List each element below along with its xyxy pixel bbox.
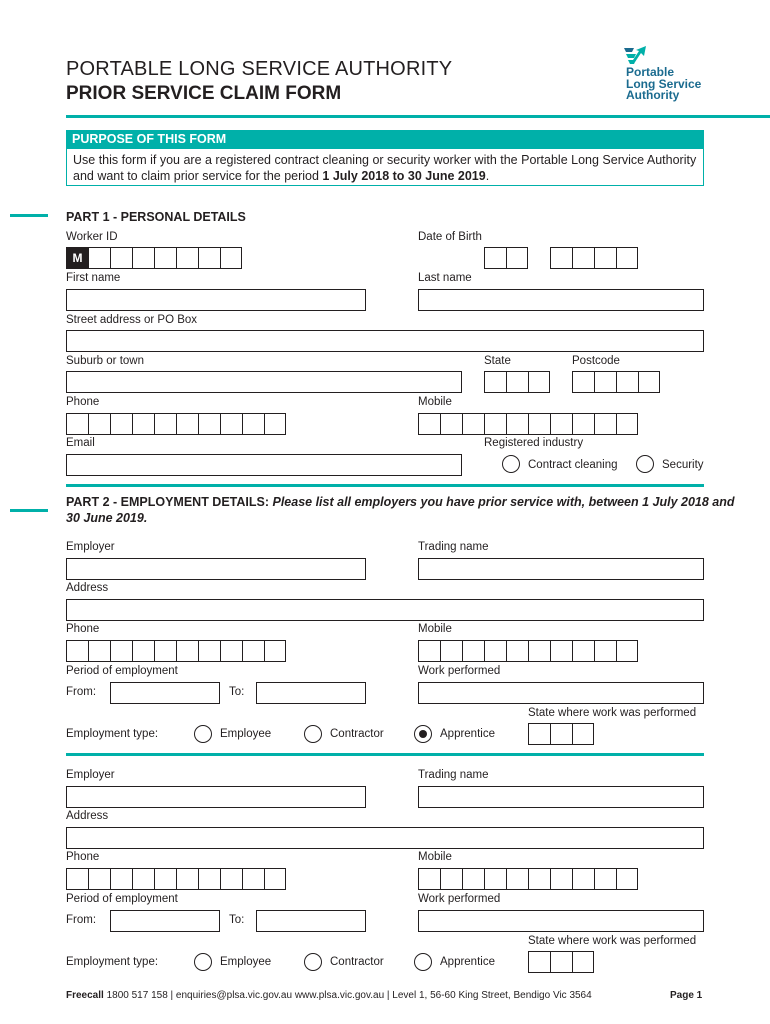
state-cell[interactable] [572, 723, 594, 745]
to-label: To: [229, 914, 245, 926]
phone-cell[interactable] [66, 868, 88, 890]
contract-cleaning-label: Contract cleaning [528, 459, 618, 471]
phone-cell[interactable] [88, 413, 110, 435]
mobile-cell[interactable] [572, 640, 594, 662]
mobile-cell[interactable] [528, 868, 550, 890]
mobile-field[interactable] [418, 413, 638, 435]
mobile-cell[interactable] [484, 413, 506, 435]
purpose-heading: PURPOSE OF THIS FORM [66, 130, 704, 148]
worker-id-cell[interactable] [110, 247, 132, 269]
part1-divider [66, 484, 704, 487]
mobile-cell[interactable] [594, 640, 616, 662]
contract-cleaning-radio[interactable] [502, 455, 520, 473]
email-input[interactable] [66, 454, 462, 476]
apprentice-radio[interactable] [414, 953, 432, 971]
employee-label: Employee [220, 728, 272, 740]
trading-name-label: Trading name [418, 769, 489, 781]
state-cell[interactable] [506, 371, 528, 393]
part1-heading: PART 1 - PERSONAL DETAILS [66, 210, 246, 224]
mobile-cell[interactable] [440, 640, 462, 662]
part2-marker [10, 509, 48, 512]
purpose-period: 1 July 2018 to 30 June 2019 [322, 169, 486, 183]
phone-cell[interactable] [110, 413, 132, 435]
to-label: To: [229, 686, 245, 698]
work-performed-label: Work performed [418, 893, 501, 905]
mobile-cell[interactable] [484, 640, 506, 662]
street-label: Street address or PO Box [66, 314, 198, 326]
email-label: Email [66, 437, 95, 449]
part1-marker [10, 214, 48, 217]
last-name-label: Last name [418, 272, 472, 284]
state-work-label: State where work was performed [528, 935, 697, 947]
mobile-cell[interactable] [616, 640, 638, 662]
logo-line-3: Authority [626, 88, 680, 102]
phone-cell[interactable] [220, 640, 242, 662]
postcode-cell[interactable] [638, 371, 660, 393]
mobile-cell[interactable] [528, 640, 550, 662]
address-label: Address [66, 810, 109, 822]
postcode-cell[interactable] [572, 371, 594, 393]
phone-cell[interactable] [154, 640, 176, 662]
to-date-input[interactable] [256, 682, 366, 704]
dob-cell[interactable] [550, 247, 572, 269]
phone-cell[interactable] [264, 413, 286, 435]
dob-day-field[interactable] [484, 247, 528, 269]
form-title: PRIOR SERVICE CLAIM FORM [66, 83, 342, 104]
apprentice-radio[interactable] [414, 725, 432, 743]
mobile-cell[interactable] [462, 640, 484, 662]
mobile-cell[interactable] [418, 640, 440, 662]
footer-freecall-label: Freecall [66, 990, 104, 1001]
mobile-cell[interactable] [550, 868, 572, 890]
state-label: State [484, 355, 511, 367]
mobile-cell[interactable] [418, 868, 440, 890]
logo-line-2: Long Service [626, 76, 702, 91]
trading-name-label: Trading name [418, 541, 489, 553]
phone-cell[interactable] [132, 640, 154, 662]
mobile-cell[interactable] [484, 868, 506, 890]
from-date-input[interactable] [110, 910, 220, 932]
footer-contact-text: 1800 517 158 | enquiries@plsa.vic.gov.au www.plsa.vic.gov.au | Level 1, 56-60 King Street, Bendigo Vic 3564 [103, 990, 592, 1001]
phone-cell[interactable] [154, 868, 176, 890]
logo-line-1: Portable [626, 65, 675, 79]
employee-radio[interactable] [194, 953, 212, 971]
phone-cell[interactable] [176, 868, 198, 890]
employer-input[interactable] [66, 786, 366, 808]
employer-label: Employer [66, 541, 115, 553]
mobile-cell[interactable] [506, 640, 528, 662]
phone-cell[interactable] [176, 640, 198, 662]
mobile-cell[interactable] [462, 868, 484, 890]
phone-cell[interactable] [198, 640, 220, 662]
phone-cell[interactable] [154, 413, 176, 435]
first-name-label: First name [66, 272, 121, 284]
mobile-cell[interactable] [462, 413, 484, 435]
dob-cell[interactable] [616, 247, 638, 269]
form-authority-title: PORTABLE LONG SERVICE AUTHORITY [66, 58, 453, 80]
phone-cell[interactable] [242, 640, 264, 662]
phone-cell[interactable] [132, 868, 154, 890]
phone-label: Phone [66, 396, 100, 408]
mobile-label: Mobile [418, 396, 452, 408]
mobile-cell[interactable] [550, 640, 572, 662]
employer-phone-field[interactable] [66, 868, 286, 890]
phone-cell[interactable] [110, 640, 132, 662]
phone-cell[interactable] [198, 868, 220, 890]
employer-block-1 [0, 541, 770, 751]
purpose-text-main: Use this form if you are a registered contract cleaning or security worker with the Portable Long Service Authority and want to claim prior service for the period [73, 153, 697, 183]
mobile-cell[interactable] [594, 413, 616, 435]
worker-id-cell[interactable] [220, 247, 242, 269]
industry-label: Registered industry [484, 437, 584, 449]
part2-heading [66, 494, 738, 526]
dob-month-year-field[interactable] [550, 247, 638, 269]
phone-cell[interactable] [242, 868, 264, 890]
from-date-input[interactable] [110, 682, 220, 704]
period-label: Period of employment [66, 893, 178, 905]
footer-contact [66, 990, 592, 1001]
work-performed-label: Work performed [418, 665, 501, 677]
state-cell[interactable] [550, 723, 572, 745]
from-label: From: [66, 686, 97, 698]
postcode-label: Postcode [572, 355, 620, 367]
purpose-text-end: . [485, 169, 490, 183]
mobile-cell[interactable] [550, 413, 572, 435]
suburb-input[interactable] [66, 371, 462, 393]
period-label: Period of employment [66, 665, 178, 677]
state-work-field[interactable] [528, 723, 594, 745]
dob-cell[interactable] [506, 247, 528, 269]
worker-id-cell[interactable] [132, 247, 154, 269]
worker-id-cell[interactable] [88, 247, 110, 269]
employer-phone-field[interactable] [66, 640, 286, 662]
phone-field[interactable] [66, 413, 286, 435]
security-radio[interactable] [636, 455, 654, 473]
employer-block-2 [0, 769, 770, 979]
worker-id-prefix: M [66, 247, 88, 269]
worker-id-cell[interactable] [176, 247, 198, 269]
phone-cell[interactable] [198, 413, 220, 435]
worker-id-label: Worker ID [66, 231, 118, 243]
mobile-cell[interactable] [440, 868, 462, 890]
apprentice-label: Apprentice [440, 956, 495, 968]
street-input[interactable] [66, 330, 704, 352]
address-input[interactable] [66, 599, 704, 621]
state-field[interactable] [484, 371, 550, 393]
postcode-field[interactable] [572, 371, 660, 393]
contractor-label: Contractor [330, 956, 384, 968]
employer-mobile-label: Mobile [418, 851, 452, 863]
state-work-label: State where work was performed [528, 707, 697, 719]
state-cell[interactable] [528, 371, 550, 393]
mobile-cell[interactable] [616, 868, 638, 890]
employer-mobile-field[interactable] [418, 640, 638, 662]
phone-cell[interactable] [66, 640, 88, 662]
worker-id-field[interactable] [66, 247, 242, 269]
mobile-cell[interactable] [528, 413, 550, 435]
apprentice-label: Apprentice [440, 728, 495, 740]
from-label: From: [66, 914, 97, 926]
work-performed-input[interactable] [418, 682, 704, 704]
dob-cell[interactable] [572, 247, 594, 269]
employment-type-label: Employment type: [66, 728, 159, 740]
address-label: Address [66, 582, 109, 594]
mobile-cell[interactable] [572, 868, 594, 890]
contractor-label: Contractor [330, 728, 384, 740]
logo-text [626, 67, 701, 102]
security-label: Security [662, 459, 704, 471]
employee-label: Employee [220, 956, 272, 968]
mobile-cell[interactable] [506, 413, 528, 435]
purpose-text [66, 148, 704, 186]
employee-radio[interactable] [194, 725, 212, 743]
first-name-input[interactable] [66, 289, 366, 311]
contractor-radio[interactable] [304, 725, 322, 743]
mobile-cell[interactable] [572, 413, 594, 435]
phone-cell[interactable] [66, 413, 88, 435]
phone-cell[interactable] [88, 640, 110, 662]
employer-mobile-label: Mobile [418, 623, 452, 635]
contractor-radio[interactable] [304, 953, 322, 971]
state-cell[interactable] [550, 951, 572, 973]
state-cell[interactable] [528, 951, 550, 973]
phone-cell[interactable] [110, 868, 132, 890]
part2-heading-title: PART 2 - EMPLOYMENT DETAILS: [66, 495, 270, 509]
phone-cell[interactable] [242, 413, 264, 435]
suburb-label: Suburb or town [66, 355, 144, 367]
work-performed-input[interactable] [418, 910, 704, 932]
phone-cell[interactable] [132, 413, 154, 435]
dob-cell[interactable] [594, 247, 616, 269]
to-date-input[interactable] [256, 910, 366, 932]
address-input[interactable] [66, 827, 704, 849]
phone-cell[interactable] [176, 413, 198, 435]
postcode-cell[interactable] [594, 371, 616, 393]
employment-type-label: Employment type: [66, 956, 159, 968]
trading-name-input[interactable] [418, 786, 704, 808]
employer-mobile-field[interactable] [418, 868, 638, 890]
state-cell[interactable] [572, 951, 594, 973]
dob-cell[interactable] [484, 247, 506, 269]
trading-name-input[interactable] [418, 558, 704, 580]
state-cell[interactable] [484, 371, 506, 393]
employer-input[interactable] [66, 558, 366, 580]
employer-phone-label: Phone [66, 623, 100, 635]
mobile-cell[interactable] [616, 413, 638, 435]
mobile-cell[interactable] [594, 868, 616, 890]
worker-id-cell[interactable] [198, 247, 220, 269]
mobile-cell[interactable] [418, 413, 440, 435]
phone-cell[interactable] [88, 868, 110, 890]
page-number: Page 1 [670, 990, 703, 1001]
postcode-cell[interactable] [616, 371, 638, 393]
employer-label: Employer [66, 769, 115, 781]
radio-selected-dot [419, 730, 427, 738]
worker-id-cell[interactable] [154, 247, 176, 269]
mobile-cell[interactable] [506, 868, 528, 890]
mobile-cell[interactable] [440, 413, 462, 435]
phone-cell[interactable] [264, 868, 286, 890]
employer-divider [66, 753, 704, 756]
phone-cell[interactable] [220, 868, 242, 890]
part2-heading-instruction: Please list all employers you have prior service with, between 1 July 2018 and 30 June 2019. [66, 495, 735, 525]
phone-cell[interactable] [264, 640, 286, 662]
employer-phone-label: Phone [66, 851, 100, 863]
state-cell[interactable] [528, 723, 550, 745]
phone-cell[interactable] [220, 413, 242, 435]
dob-label: Date of Birth [418, 231, 482, 243]
header-divider [66, 115, 770, 118]
state-work-field[interactable] [528, 951, 594, 973]
last-name-input[interactable] [418, 289, 704, 311]
